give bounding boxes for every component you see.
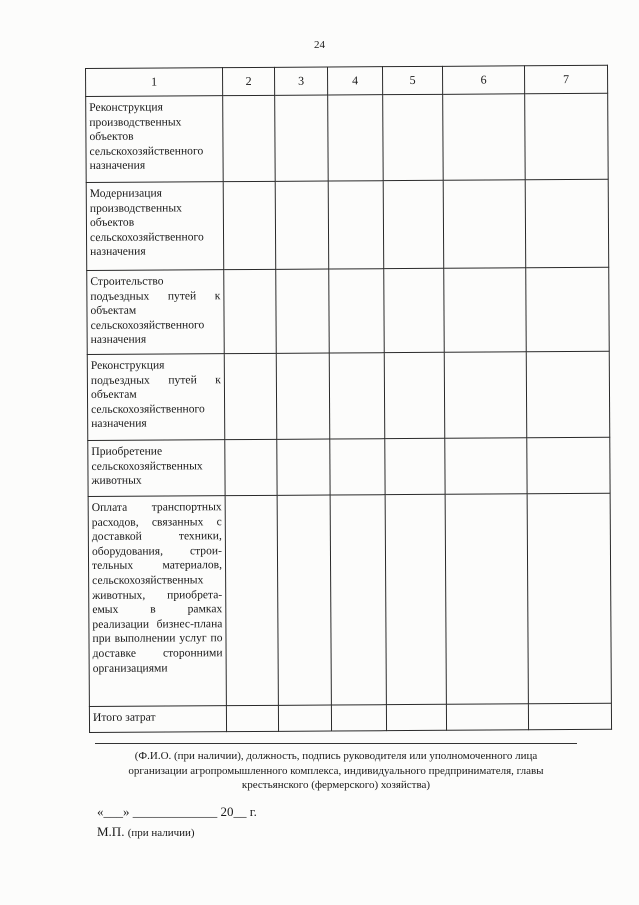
table-cell xyxy=(223,95,276,181)
table-cell xyxy=(328,181,384,269)
column-header: 3 xyxy=(274,67,327,95)
row-label-total: Итого затрат xyxy=(89,706,226,733)
stamp-line xyxy=(97,824,195,840)
row-label: Реконструкция производственных объектов сельскохозяйственного назначения xyxy=(86,96,224,183)
signature-caption-line: крестьянского (фермерского) хозяйства) xyxy=(241,779,431,791)
column-header: 7 xyxy=(524,65,607,94)
table-cell xyxy=(275,95,329,181)
stamp-note: (при наличии) xyxy=(127,827,195,839)
table-cell xyxy=(329,353,385,439)
table-cell xyxy=(276,353,330,439)
table-cell xyxy=(223,181,276,269)
date-line: «___» _____________ 20__ г. xyxy=(97,804,257,819)
table-cell xyxy=(330,495,386,705)
row-label: Реконструкция подъездных путей к объектам сельскохозяйственного назначения xyxy=(87,354,225,441)
table-cell xyxy=(277,439,330,495)
row-label: Модернизация производственных объектов сельскохозяйственного назначения xyxy=(86,182,224,271)
table-cell xyxy=(384,268,445,352)
table-cell xyxy=(331,705,386,731)
table-row xyxy=(88,437,610,496)
column-header: 1 xyxy=(86,68,223,97)
stamp-label: М.П. xyxy=(97,824,125,839)
table-cell xyxy=(445,438,527,494)
row-label: Оплата транспортных расходов, связанных с доставкой техники, оборудования, строи-тельных материалов, сельскохозяйственных животных, приобрета-емых в рамках реализации бизнес-плана при выполнении услуг по доставке сторонними организациями xyxy=(88,496,226,707)
cost-table xyxy=(85,65,612,733)
table-cell xyxy=(443,180,526,268)
table-row-total xyxy=(89,703,611,732)
table-row xyxy=(86,179,609,270)
table-row xyxy=(86,93,609,182)
column-header: 4 xyxy=(327,67,382,95)
table-row xyxy=(87,351,610,440)
table-cell xyxy=(224,353,277,439)
table-cell xyxy=(385,438,445,494)
table-cell xyxy=(275,181,329,269)
table-cell xyxy=(527,493,611,704)
table-cell xyxy=(525,93,609,180)
signature-caption-line: (Ф.И.О. (при наличии), должность, подпись руководителя или уполномоченного лица xyxy=(134,750,538,762)
column-header: 5 xyxy=(382,66,442,94)
table-cell xyxy=(328,95,384,181)
signature-caption xyxy=(95,749,577,793)
table-cell xyxy=(386,704,446,730)
table-cell xyxy=(383,180,444,268)
row-label: Приобретение сельскохозяйственных животных xyxy=(88,440,225,497)
table-cell xyxy=(525,179,609,268)
table-row xyxy=(88,493,611,706)
table-cell xyxy=(224,269,277,353)
table-cell xyxy=(278,705,331,731)
table-cell xyxy=(527,437,610,494)
table-cell xyxy=(276,269,330,353)
table-cell xyxy=(444,352,527,438)
table-cell xyxy=(526,351,610,438)
table-cell xyxy=(443,94,526,180)
table-cell xyxy=(384,352,445,438)
table-cell xyxy=(330,439,385,495)
table-cell xyxy=(226,705,278,731)
page-number: 24 xyxy=(314,39,325,51)
table-cell xyxy=(277,495,331,705)
table-cell xyxy=(385,494,446,704)
table-header-row xyxy=(86,65,608,96)
column-header: 6 xyxy=(442,66,524,95)
signature-line xyxy=(95,743,577,744)
column-header: 2 xyxy=(223,67,275,95)
table-cell xyxy=(383,94,444,180)
table-cell xyxy=(329,269,385,353)
table-cell xyxy=(445,494,528,704)
table-row xyxy=(87,267,610,354)
signature-caption-line: организации агропромышленного комплекса, индивидуального предпринимателя, главы xyxy=(128,764,544,777)
table-cell xyxy=(446,704,528,731)
table-cell xyxy=(526,267,610,352)
table-cell xyxy=(225,439,277,495)
row-label: Строительство подъездных путей к объектам сельскохозяйственного назначения xyxy=(87,270,225,355)
table-cell xyxy=(225,495,278,705)
table-cell xyxy=(444,268,527,352)
table-cell xyxy=(528,703,611,730)
